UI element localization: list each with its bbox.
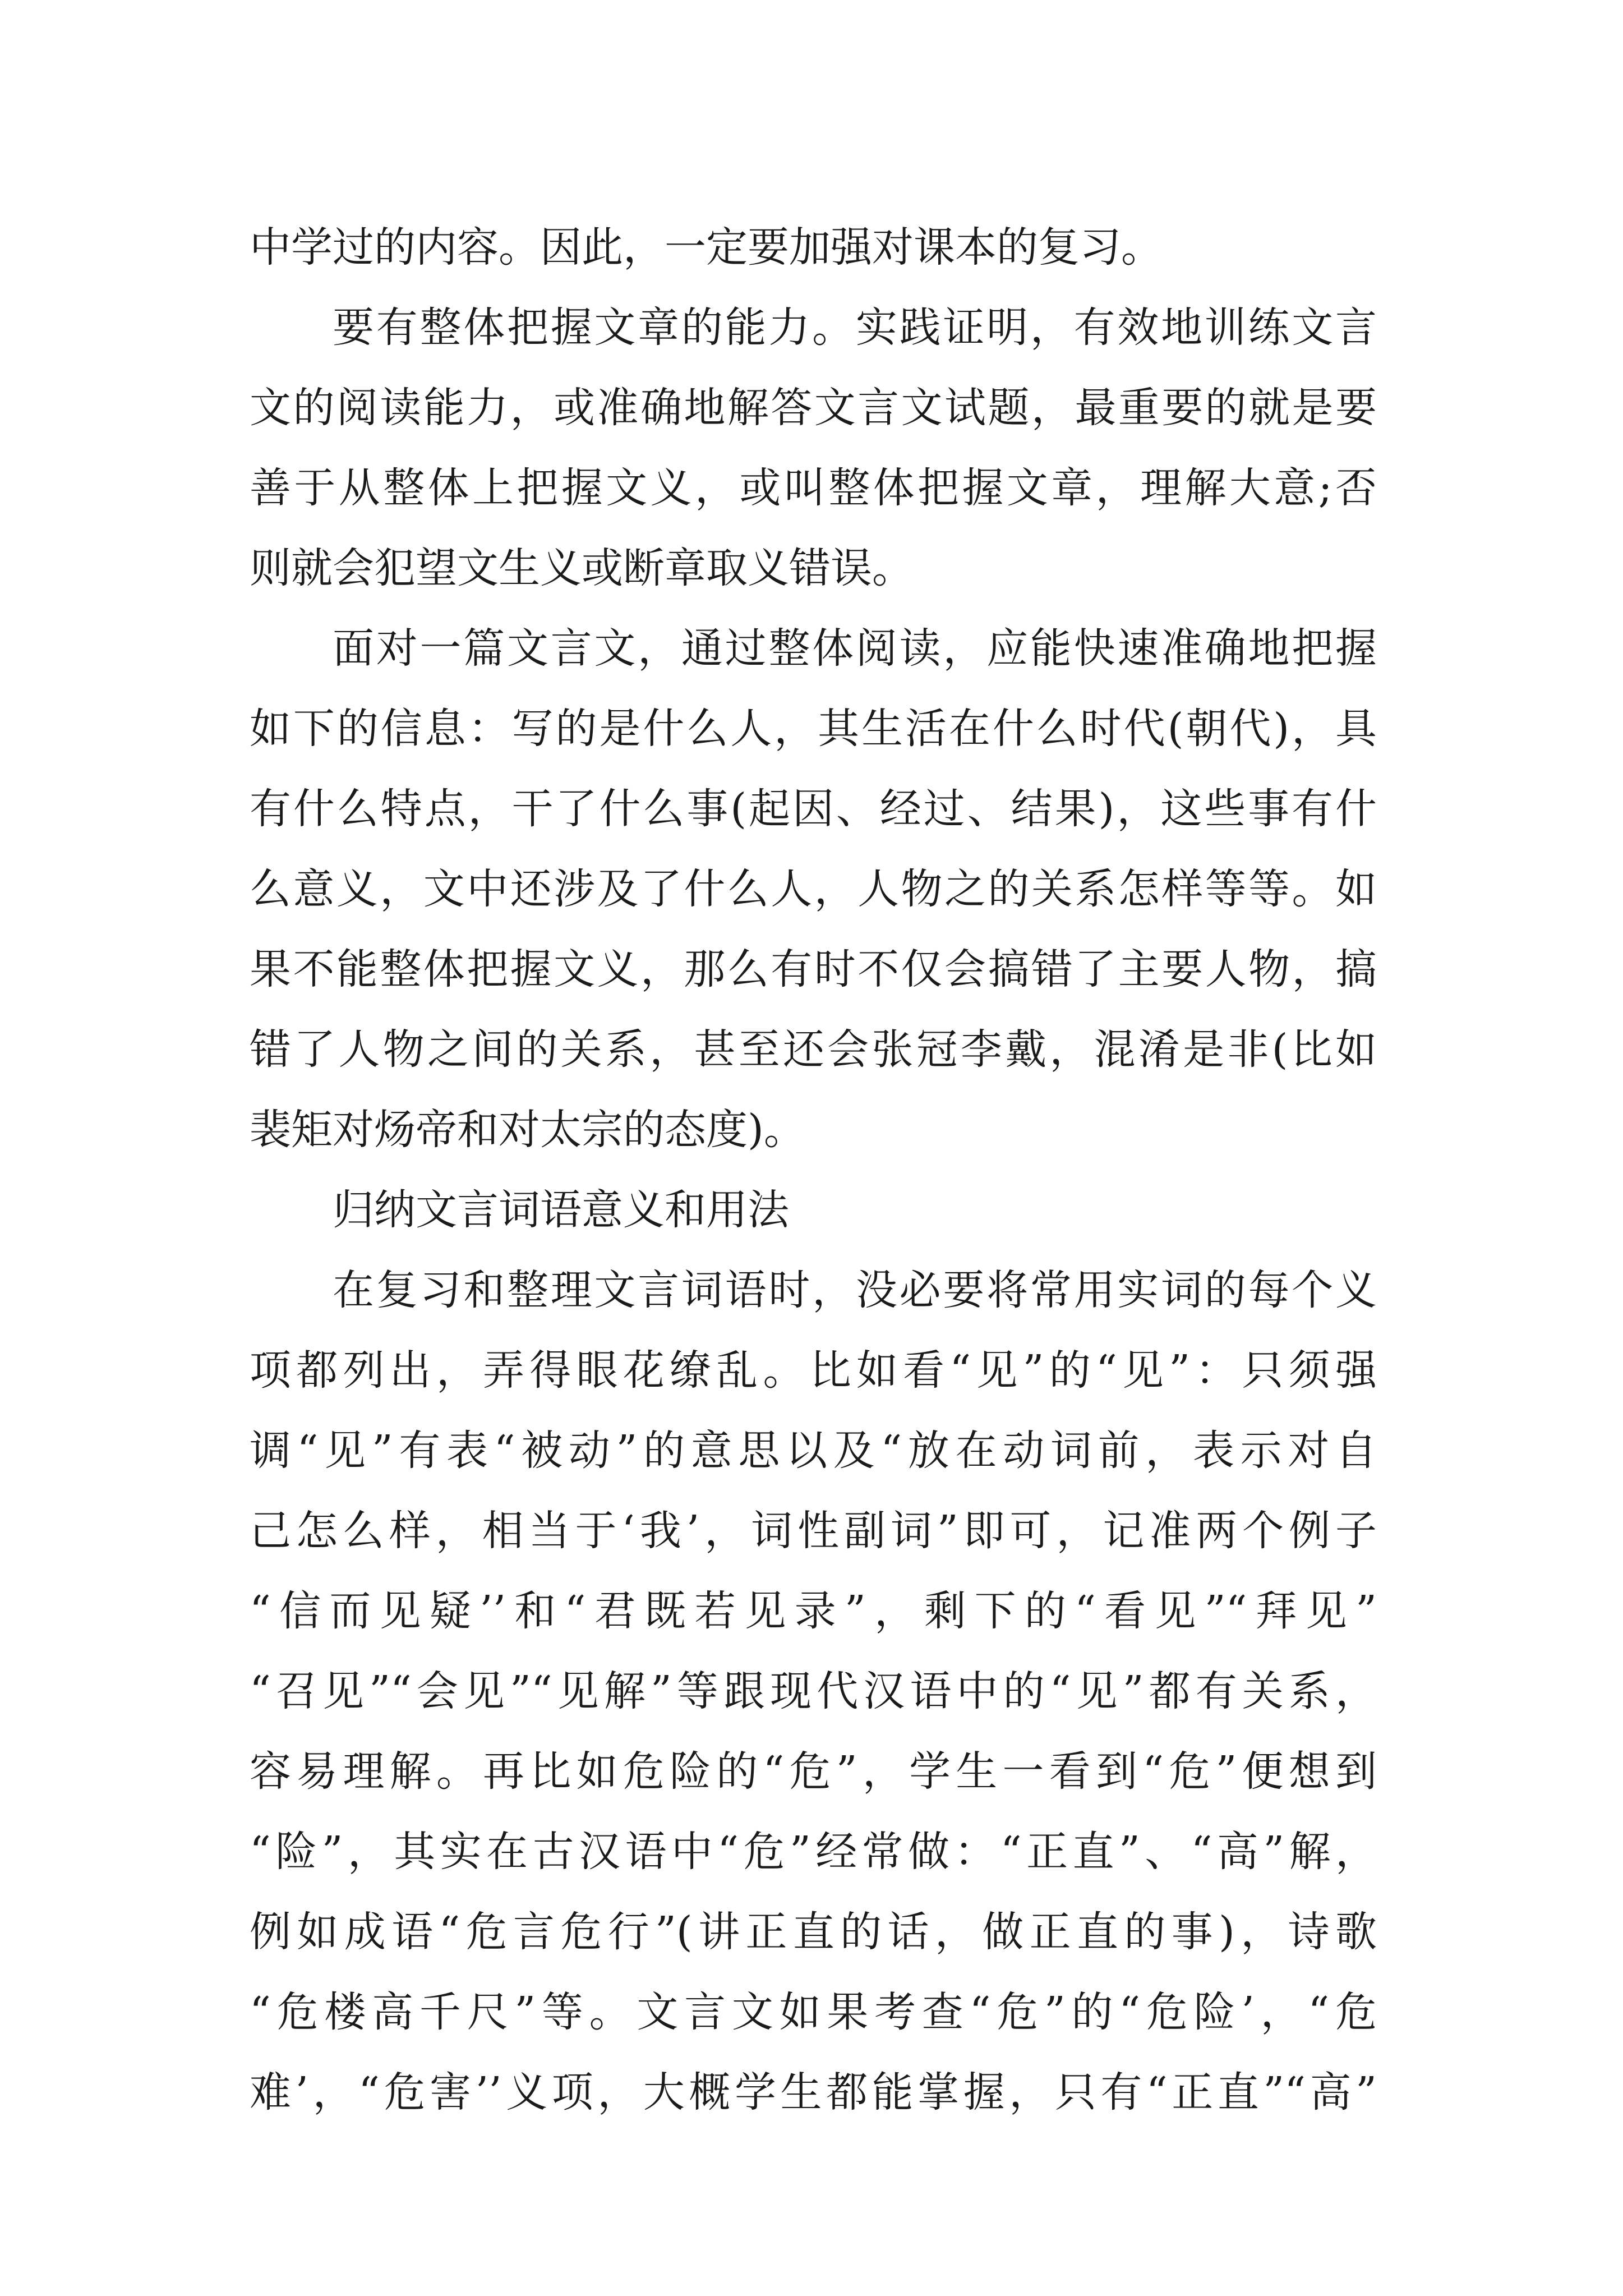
text-line: 容易理解。再比如危险的“危”，学生一看到“危”便想到 [250,1747,1377,1796]
text-line: 在复习和整理文言词语时，没必要将常用实词的每个义 [333,1266,1377,1314]
text-line: “危楼高千尺”等。文言文如果考查“危”的“危险’，“危 [250,1988,1377,2036]
text-line: 难’，“危害’’义项，大概学生都能掌握，只有“正直”“高” [250,2068,1377,2116]
text-line: 果不能整体把握文义，那么有时不仅会搞错了主要人物，搞 [250,945,1377,993]
text-line: 文的阅读能力，或准确地解答文言文试题，最重要的就是要 [250,384,1377,432]
text-line: “信而见疑’’和“君既若见录”，剩下的“看见”“拜见” [250,1587,1377,1635]
text-line: 裴矩对炀帝和对太宗的态度)。 [250,1106,805,1154]
text-line: 己怎么样，相当于‘我’，词性副词”即可，记准两个例子 [250,1507,1377,1555]
text-line: 错了人物之间的关系，甚至还会张冠李戴，混淆是非(比如 [250,1025,1377,1074]
text-line: 如下的信息：写的是什么人，其生活在什么时代(朝代)，具 [250,705,1377,753]
text-line: 中学过的内容。因此，一定要加强对课本的复习。 [250,223,1163,272]
text-line: 调“见”有表“被动”的意思以及“放在动词前，表示对自 [250,1427,1377,1475]
text-line: 项都列出，弄得眼花缭乱。比如看“见”的“见”：只须强 [250,1346,1377,1395]
text-line: 则就会犯望文生义或断章取义错误。 [250,544,914,592]
body-text [250,208,1377,2133]
text-line: 么意义，文中还涉及了什么人，人物之的关系怎样等等。如 [250,865,1377,913]
section-heading: 归纳文言词语意义和用法 [333,1186,789,1234]
text-line: 例如成语“危言危行”(讲正直的话，做正直的事)，诗歌 [250,1908,1377,1956]
text-line: 面对一篇文言文，通过整体阅读，应能快速准确地把握 [333,624,1377,673]
text-line: 有什么特点，干了什么事(起因、经过、结果)，这些事有什 [250,785,1377,833]
text-line: 善于从整体上把握文义，或叫整体把握文章，理解大意;否 [250,464,1377,512]
text-line: “召见”“会见”“见解”等跟现代汉语中的“见”都有关系， [250,1667,1377,1715]
text-line: 要有整体把握文章的能力。实践证明，有效地训练文言 [333,303,1377,352]
text-line: “险”，其实在古汉语中“危”经常做：“正直”、“高”解， [250,1828,1377,1876]
